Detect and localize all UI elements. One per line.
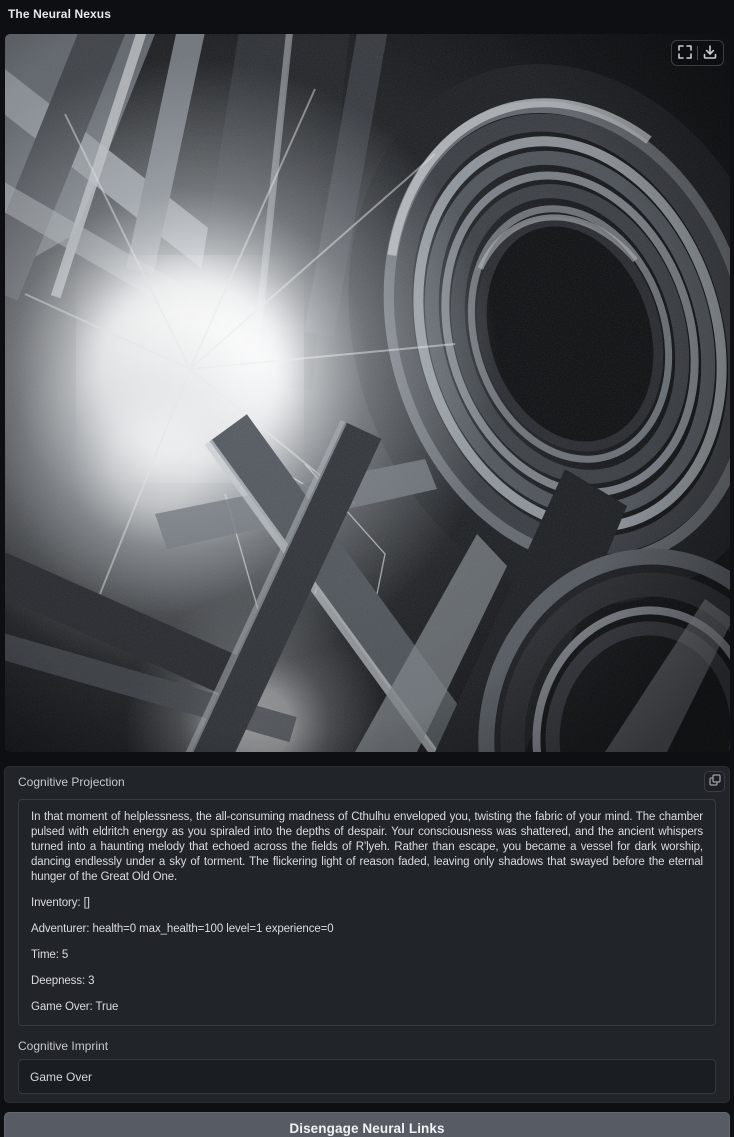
download-icon bbox=[703, 45, 717, 62]
page-title: The Neural Nexus bbox=[8, 7, 111, 21]
scene-image-panel bbox=[5, 34, 730, 752]
projection-textbox[interactable] bbox=[18, 799, 716, 1026]
projection-header bbox=[18, 775, 716, 793]
scene-image bbox=[5, 34, 730, 752]
stat-deepness: Deepness: 3 bbox=[31, 975, 95, 987]
fullscreen-button[interactable] bbox=[673, 42, 697, 64]
download-button[interactable] bbox=[698, 42, 722, 64]
stat-adventurer: Adventurer: health=0 max_health=100 level=1 experience=0 bbox=[31, 923, 334, 935]
copy-button[interactable] bbox=[704, 771, 725, 792]
stat-time: Time: 5 bbox=[31, 949, 69, 961]
copy-icon bbox=[709, 774, 721, 789]
imprint-input[interactable] bbox=[18, 1059, 716, 1094]
narrative-panel bbox=[4, 766, 730, 1103]
stat-game-over: Game Over: True bbox=[31, 1001, 119, 1013]
story-text: In that moment of helplessness, the all-consuming madness of Cthulhu enveloped you, twisting the fabric of your mind. The chamber pulsed with eldritch energy as you spiraled into the depths of despair. Your consciousness was shattered, and the ancient whispers turned into a haunting melody that echoed across the fields of R'lyeh. Rather than escape, you became a vessel for dark worship, dancing endlessly under a sky of torment. The flickering light of reason faded, leaving only shadows that swayed before the eternal hunger of the Great Old One. bbox=[31, 811, 703, 883]
imprint-label: Cognitive Imprint bbox=[18, 1039, 109, 1053]
projection-label: Cognitive Projection bbox=[18, 775, 125, 789]
fullscreen-icon bbox=[678, 45, 692, 62]
image-toolbar bbox=[671, 40, 724, 66]
stat-inventory: Inventory: [] bbox=[31, 897, 90, 909]
disengage-button[interactable]: Disengage Neural Links bbox=[4, 1112, 730, 1137]
